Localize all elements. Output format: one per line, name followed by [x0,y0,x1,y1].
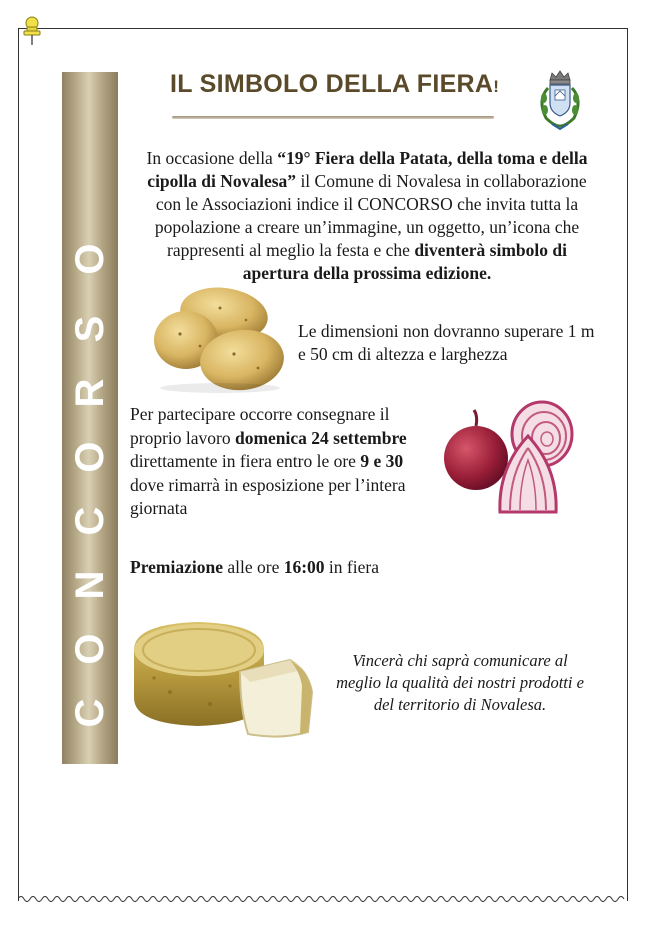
award-text-1: alle ore [222,557,284,577]
award-paragraph [130,556,460,579]
banner-letter: O [68,441,112,473]
cheese-image [130,612,320,744]
pushpin-icon [20,16,44,46]
participation-text-3: dove rimarrà in esposizione per l’intera giornata [130,474,406,518]
potato-image [150,284,290,396]
banner-letter: S [68,315,112,343]
banner-letter: C [68,506,112,536]
title-mark: ! [493,77,500,96]
intro-text-1: In occasione della [146,148,278,168]
banner-letter: O [68,243,112,275]
concorso-banner [62,72,118,764]
town-crest-icon [534,70,586,132]
award-time: 16:00 [283,557,325,577]
award-text-2: in fiera [324,557,379,577]
banner-letter: O [68,633,112,665]
page-title [170,70,500,99]
dimensions-paragraph: Le dimensioni non dovranno superare 1 m e 50 cm di altezza e larghezza [298,321,595,364]
award-label: Premiazione [130,557,223,577]
title-text: IL SIMBOLO DELLA FIERA [170,70,494,98]
intro-paragraph [142,147,592,285]
title-divider [172,116,494,119]
participation-time: 9 e 30 [360,451,404,471]
banner-letter: C [68,698,112,728]
banner-letter: N [68,570,112,600]
participation-text-1: Per partecipare occorre consegnare il proprio lavoro [130,404,390,448]
intro-bold-1: “19° Fiera della Patata, della toma e della cipolla di Novalesa” [147,148,588,191]
participation-text-2: direttamente in fiera entro le ore [130,451,361,471]
onion-image [440,398,580,514]
wavy-bottom-edge [18,894,628,904]
participation-paragraph [130,403,430,521]
participation-date: domenica 24 settembre [234,427,407,448]
banner-letter: R [68,378,112,408]
winner-paragraph: Vincerà chi saprà comunicare al meglio la qualità dei nostri prodotti e del territorio di Novalesa. [336,651,584,714]
intro-bold-2: diventerà simbolo di apertura della prossima edizione. [242,240,567,283]
intro-text-2: il Comune di Novalesa in collaborazione con le Associazioni indice il CONCORSO che invita tutta la popolazione a creare un’immagine, un oggetto, un’icona che rappresenti al meglio la festa e che [154,171,587,260]
